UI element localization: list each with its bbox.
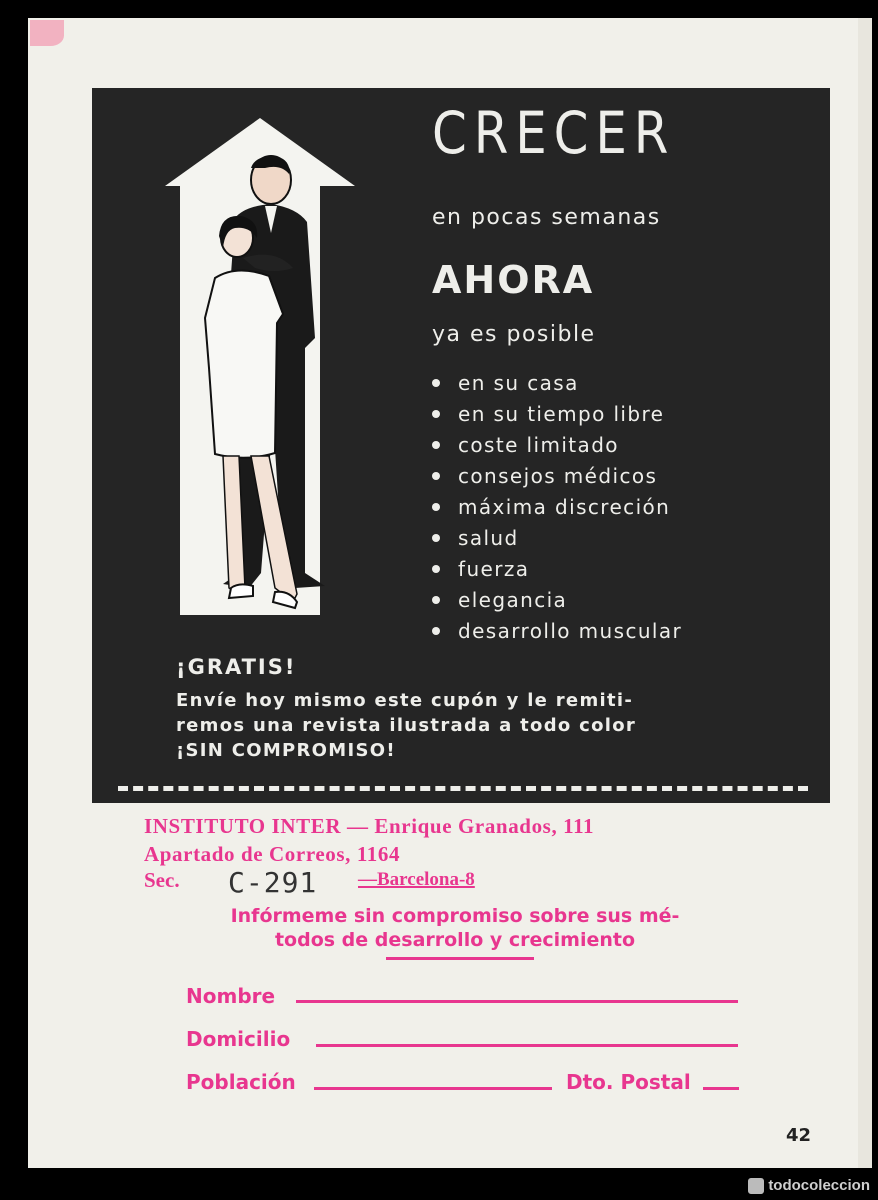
- bullet-icon: [432, 441, 440, 449]
- nombre-field[interactable]: [296, 1000, 738, 1003]
- bullet-icon: [432, 503, 440, 511]
- benefit-item: desarrollo muscular: [432, 616, 682, 647]
- offer-line: ¡SIN COMPROMISO!: [176, 740, 396, 761]
- domicilio-label: Domicilio: [186, 1027, 291, 1051]
- benefit-item: fuerza: [432, 554, 682, 585]
- bullet-icon: [432, 596, 440, 604]
- brand-icon: [748, 1178, 764, 1194]
- subheadline: en pocas semanas: [432, 205, 661, 230]
- free-offer-heading: ¡GRATIS!: [176, 655, 297, 679]
- subheadline-2: ya es posible: [432, 322, 596, 347]
- bullet-icon: [432, 472, 440, 480]
- benefit-list: [432, 368, 682, 647]
- section-label: Sec.: [144, 868, 180, 892]
- benefit-item: coste limitado: [432, 430, 682, 461]
- poblacion-field[interactable]: [314, 1087, 552, 1090]
- headline: CRECER: [432, 99, 676, 167]
- poblacion-label: Población: [186, 1070, 296, 1094]
- info-line: Infórmeme sin compromiso sobre sus mé-: [230, 905, 680, 927]
- offer-line: Envíe hoy mismo este cupón y le remiti-: [176, 690, 634, 711]
- nombre-label: Nombre: [186, 984, 276, 1008]
- offer-body: [176, 688, 756, 763]
- info-line: todos de desarrollo y crecimiento: [274, 929, 636, 951]
- bullet-icon: [432, 565, 440, 573]
- benefit-item: salud: [432, 523, 682, 554]
- paper-tear-mark: [30, 20, 64, 46]
- bullet-icon: [432, 379, 440, 387]
- bullet-icon: [432, 627, 440, 635]
- city-line: —Barcelona-8: [358, 869, 475, 890]
- cut-line: [118, 786, 808, 791]
- section-stamp: C-291: [228, 866, 318, 899]
- po-box: Apartado de Correos, 1164: [144, 842, 401, 866]
- watermark: todocoleccion: [748, 1177, 870, 1194]
- growth-arrow-illustration: [165, 118, 355, 618]
- postal-label: Dto. Postal: [566, 1070, 691, 1094]
- page-number: 42: [786, 1125, 812, 1146]
- benefit-item: en su tiempo libre: [432, 399, 682, 430]
- benefit-item: consejos médicos: [432, 461, 682, 492]
- benefit-item: máxima discreción: [432, 492, 682, 523]
- offer-line: remos una revista ilustrada a todo color: [176, 715, 637, 736]
- emphasis-heading: AHORA: [432, 258, 595, 302]
- benefit-item: elegancia: [432, 585, 682, 616]
- bullet-icon: [432, 534, 440, 542]
- info-request: [185, 904, 725, 952]
- bullet-icon: [432, 410, 440, 418]
- domicilio-field[interactable]: [316, 1044, 738, 1047]
- info-underline: [386, 957, 534, 960]
- postal-field[interactable]: [703, 1087, 739, 1090]
- institute-address: INSTITUTO INTER — Enrique Granados, 111: [144, 814, 595, 838]
- benefit-item: en su casa: [432, 368, 682, 399]
